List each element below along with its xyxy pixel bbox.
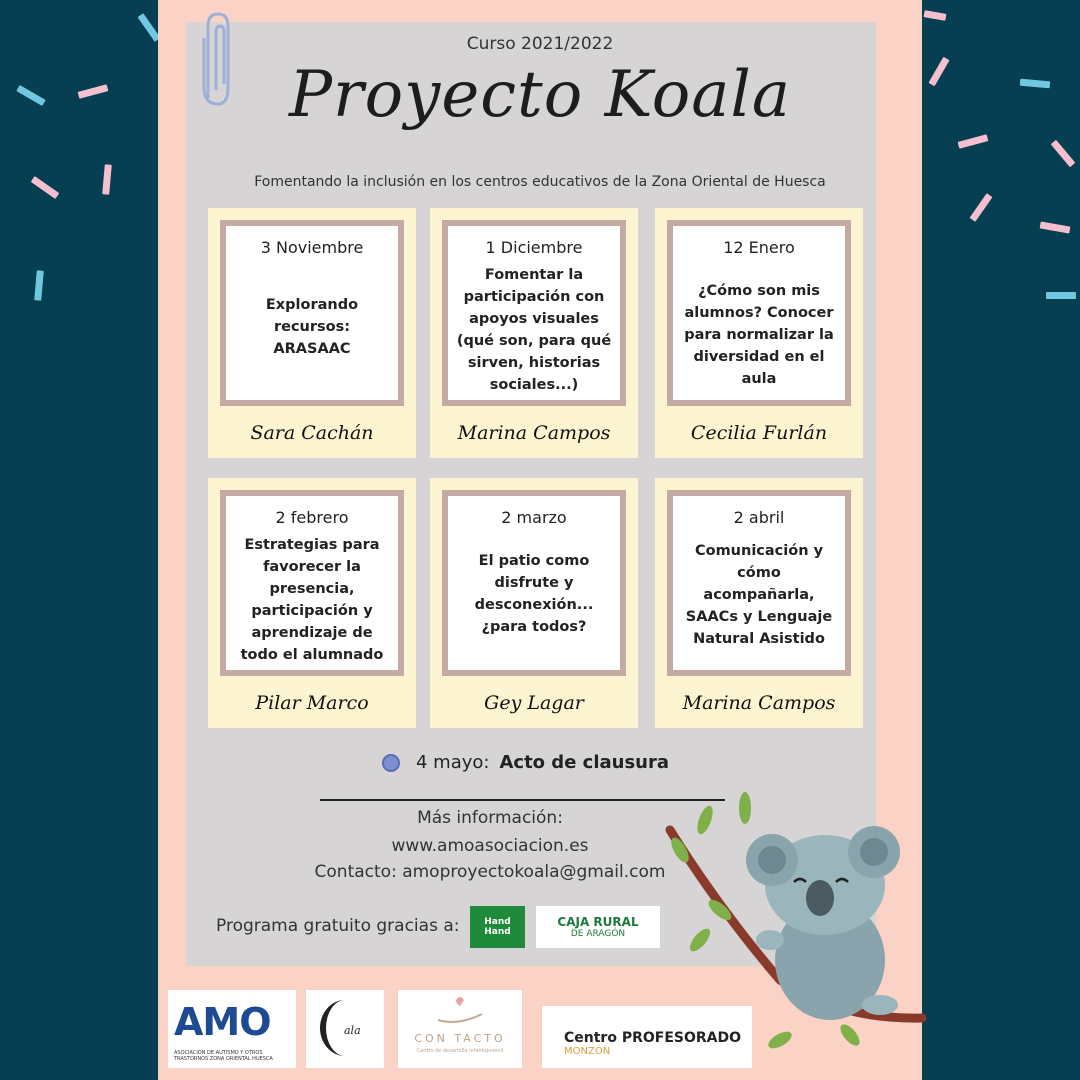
hand-in-hand-logo: Hand Hand bbox=[470, 906, 525, 948]
confetti bbox=[958, 134, 989, 149]
closing-event bbox=[382, 752, 669, 773]
session-card bbox=[208, 478, 416, 728]
website-link[interactable]: www.amoasociacion.es bbox=[391, 836, 589, 856]
session-speaker: Marina Campos bbox=[457, 422, 611, 444]
confetti bbox=[34, 270, 44, 300]
session-card bbox=[208, 208, 416, 458]
session-topic: Comunicación y cómo acompañarla, SAACs y Lenguaje Natural Asistido bbox=[685, 543, 833, 647]
session-date: 3 Noviembre bbox=[260, 238, 364, 257]
closing-title: Acto de clausura bbox=[499, 752, 670, 773]
info-label: Más información: bbox=[417, 808, 563, 828]
cep-logo-city: MONZÓN bbox=[564, 1046, 611, 1057]
session-speaker: Cecilia Furlán bbox=[690, 422, 828, 444]
confetti bbox=[1051, 140, 1076, 167]
caja-rural-name: CAJA RURAL bbox=[557, 915, 639, 929]
session-topic: Fomentar la participación con apoyos visuales (qué son, para qué sirven, historias sociales...) bbox=[456, 267, 612, 393]
page-subtitle: Fomentando la inclusión en los centros educativos de la Zona Oriental de Huesca bbox=[254, 174, 826, 190]
session-frame bbox=[220, 220, 404, 406]
session-date: 12 Enero bbox=[723, 238, 795, 257]
session-frame bbox=[667, 220, 851, 406]
session-card bbox=[430, 208, 638, 458]
contacto-logo bbox=[398, 990, 522, 1068]
amo-logo-subtitle: ASOCIACIÓN DE AUTISMO Y OTROS TRASTORNOS ZONA ORIENTAL HUESCA bbox=[174, 1050, 273, 1062]
session-date: 2 abril bbox=[733, 508, 785, 527]
bullet-icon bbox=[382, 754, 400, 772]
session-topic: Estrategias para favorecer la presencia, participación y aprendizaje de todo el alumnado bbox=[240, 537, 384, 663]
session-date: 2 marzo bbox=[501, 508, 567, 527]
amo-logo bbox=[168, 990, 296, 1068]
session-topic: El patio como disfrute y desconexión... ¿para todos? bbox=[474, 553, 594, 635]
session-speaker: Marina Campos bbox=[682, 692, 836, 714]
session-frame bbox=[442, 490, 626, 676]
confetti bbox=[1046, 292, 1076, 299]
session-frame bbox=[442, 220, 626, 406]
closing-date: 4 mayo: bbox=[416, 752, 490, 773]
session-topic: Explorando recursos: ARASAAC bbox=[265, 297, 359, 357]
confetti bbox=[924, 10, 947, 21]
amo-logo-text: AMO bbox=[174, 1000, 271, 1044]
koala-logo-text: ala bbox=[344, 1024, 361, 1037]
session-date: 1 Diciembre bbox=[485, 238, 583, 257]
session-card bbox=[430, 478, 638, 728]
confetti bbox=[1040, 221, 1071, 233]
caja-rural-sub: DE ARAGÓN bbox=[570, 929, 626, 939]
session-card bbox=[655, 208, 863, 458]
koala-logo bbox=[306, 990, 384, 1068]
session-card bbox=[655, 478, 863, 728]
sponsor-label: Programa gratuito gracias a: bbox=[216, 916, 460, 936]
page-title: Proyecto Koala bbox=[288, 58, 792, 132]
cep-monzon-logo bbox=[542, 1006, 752, 1068]
course-year: Curso 2021/2022 bbox=[466, 34, 614, 54]
session-topic: ¿Cómo son mis alumnos? Conocer para normalizar la diversidad en el aula bbox=[684, 283, 834, 387]
contacto-logo-text: CON TACTO bbox=[414, 1032, 506, 1045]
session-frame bbox=[667, 490, 851, 676]
session-frame bbox=[220, 490, 404, 676]
contacto-logo-subtitle: Centro de desarrollo infantojuvenil bbox=[416, 1048, 504, 1054]
session-speaker: Pilar Marco bbox=[255, 692, 369, 714]
session-speaker: Gey Lagar bbox=[484, 692, 584, 714]
contact-email[interactable]: Contacto: amoproyectokoala@gmail.com bbox=[314, 862, 666, 882]
session-date: 2 febrero bbox=[275, 508, 349, 527]
session-speaker: Sara Cachán bbox=[250, 422, 374, 444]
cep-logo-text: Centro PROFESORADO bbox=[564, 1030, 742, 1046]
confetti bbox=[970, 193, 993, 222]
caja-rural-logo bbox=[536, 906, 660, 948]
hand-heart-icon bbox=[398, 990, 522, 1030]
